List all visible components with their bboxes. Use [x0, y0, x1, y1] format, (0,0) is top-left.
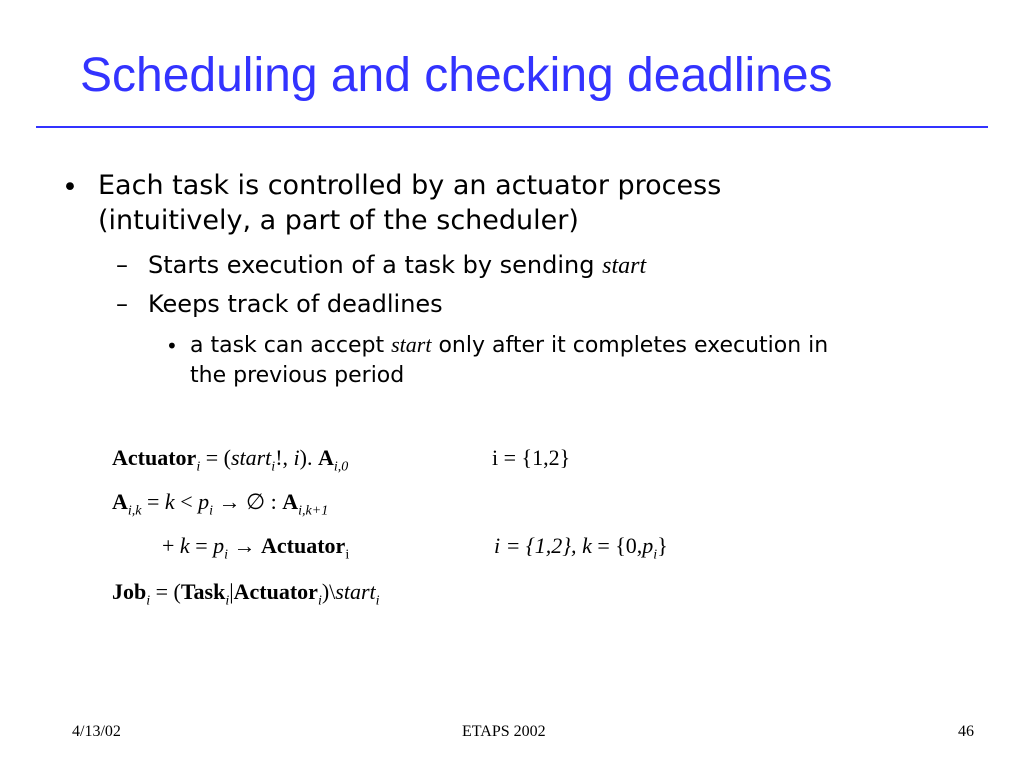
- formula-op: |: [229, 579, 234, 604]
- slide-title: Scheduling and checking deadlines: [80, 49, 833, 102]
- formula-subscript: i: [271, 459, 276, 475]
- formula-subscript: i,0: [333, 459, 349, 475]
- formula-term: i: [293, 445, 300, 470]
- footer-date: 4/13/02: [72, 723, 121, 740]
- dash-marker: –: [116, 251, 128, 279]
- formula-domain-i: i = {1,2},: [494, 533, 583, 558]
- formula-subscript: i,k+1: [298, 503, 329, 519]
- formula-term: A: [112, 489, 128, 514]
- footer-event: ETAPS 2002: [462, 723, 546, 740]
- sub-bullet-starts: [148, 253, 646, 278]
- formula-domain-2: [494, 535, 668, 562]
- formula-term: k: [179, 533, 190, 558]
- formula-op: → ∅ :: [213, 489, 283, 514]
- formula-subscript: i: [146, 593, 151, 609]
- formula-term: A: [282, 489, 299, 514]
- formula-term: p: [198, 489, 210, 514]
- formula-subscript: i: [317, 593, 322, 609]
- formula-term: A: [317, 445, 334, 470]
- sub-bullet-deadlines: Keeps track of deadlines: [148, 290, 443, 318]
- formula-term: Task: [180, 579, 226, 604]
- formula-op: =: [189, 533, 214, 558]
- sub-sub-post: only after it completes execution in: [431, 333, 829, 358]
- formula-job: [112, 581, 380, 608]
- formula-term: p: [213, 533, 225, 558]
- start-keyword: start: [602, 253, 647, 279]
- title-underline: [36, 126, 988, 128]
- formula-subscript: i: [653, 547, 658, 563]
- formula-actuator: [112, 447, 348, 474]
- formula-domain-1: i = {1,2}: [492, 445, 571, 470]
- formula-A-ik: [112, 491, 328, 518]
- start-keyword: start: [391, 332, 432, 357]
- sub-sub-bullet-line1: [190, 334, 828, 357]
- formula-term: p: [642, 533, 654, 558]
- formula-op: +: [162, 533, 180, 558]
- sub-bullet-starts-text: Starts execution of a task by sending: [148, 251, 603, 279]
- formula-subscript: i: [345, 547, 350, 563]
- formula-op: )\: [321, 579, 336, 604]
- formula-op: }: [657, 533, 668, 558]
- bullet-text-line1: Each task is controlled by an actuator process: [98, 170, 722, 201]
- formula-plus-branch: [162, 535, 349, 562]
- formula-op: = (: [150, 579, 181, 604]
- formula-subscript: i: [196, 459, 201, 475]
- formula-op: →: [228, 533, 261, 558]
- dash-marker: –: [116, 290, 128, 318]
- footer-page-number: 46: [958, 723, 974, 740]
- bullet-marker: •: [62, 172, 78, 203]
- formula-term: Actuator: [112, 445, 197, 470]
- formula-term: start: [230, 445, 272, 470]
- formula-op: = {0,: [591, 533, 643, 558]
- formula-op: =: [141, 489, 165, 514]
- sub-sub-bullet-line2: the previous period: [190, 363, 405, 388]
- formula-op: = (: [200, 445, 231, 470]
- formula-subscript: i,k: [127, 503, 142, 519]
- formula-term: start: [335, 579, 376, 604]
- formula-term: Actuator: [233, 579, 318, 604]
- sub-sub-pre: a task can accept: [190, 333, 392, 358]
- formula-op: <: [174, 489, 199, 514]
- formula-subscript: i: [209, 503, 213, 519]
- formula-op: !,: [275, 445, 294, 470]
- formula-subscript: i: [225, 593, 230, 609]
- small-bullet-marker: •: [166, 334, 178, 358]
- formula-term: k: [164, 489, 175, 514]
- formula-term: Actuator: [261, 533, 346, 558]
- formula-term: k: [582, 533, 592, 558]
- formula-subscript: i: [375, 593, 380, 609]
- formula-term: Job: [112, 579, 147, 604]
- formula-subscript: i: [224, 547, 228, 563]
- bullet-text-line2: (intuitively, a part of the scheduler): [98, 205, 579, 236]
- formula-op: ).: [299, 445, 318, 470]
